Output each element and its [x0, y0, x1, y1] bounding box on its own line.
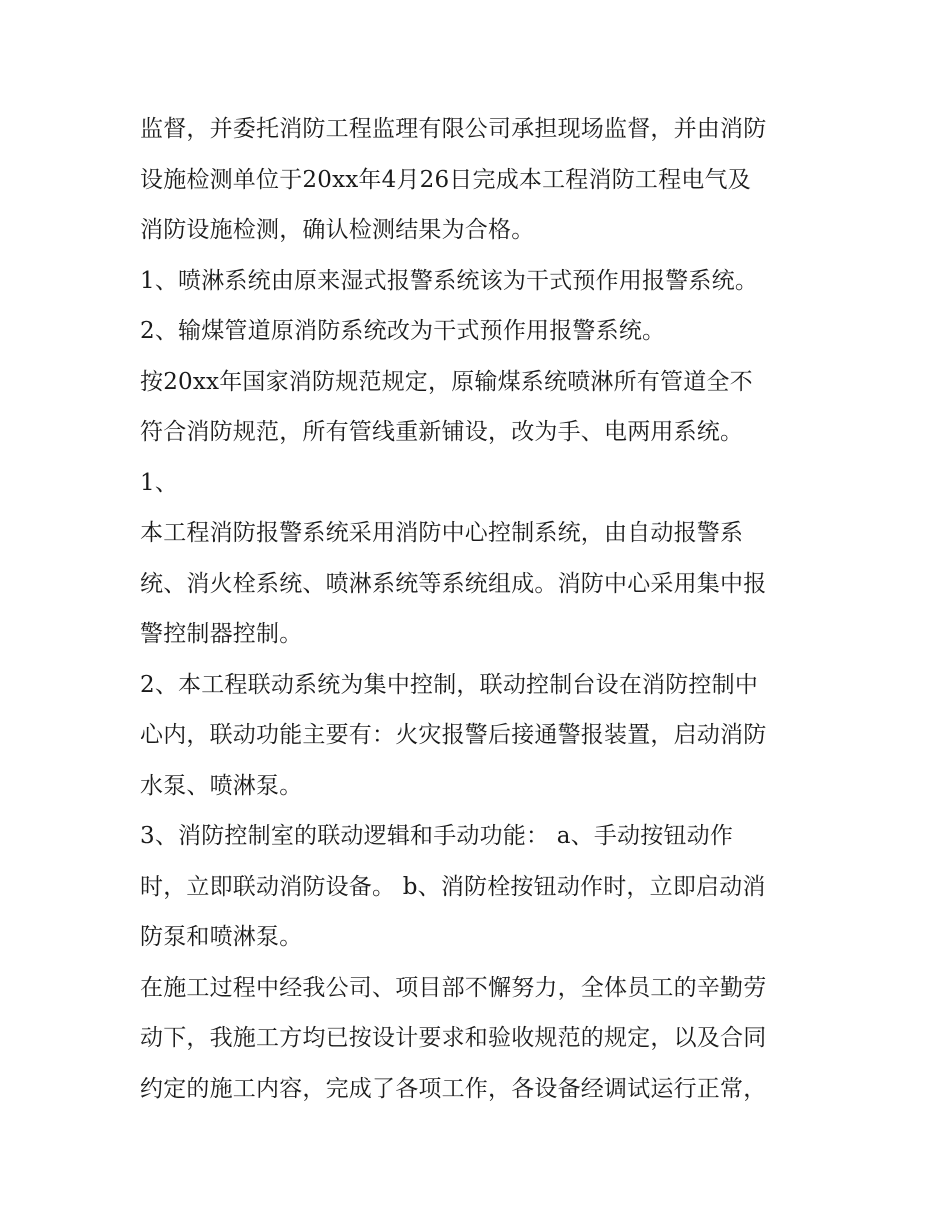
document-body: [140, 104, 820, 1114]
text-line: 本工程消防报警系统采用消防中心控制系统，由自动报警系: [140, 520, 744, 546]
text-line: 约定的施工内容，完成了各项工作，各设备经调试运行正常，: [140, 1075, 767, 1102]
text-line: 水泵、喷淋泵。: [140, 772, 303, 799]
text-line: 3、消防控制室的联动逻辑和手动功能： a、手动按钮动作: [140, 823, 734, 849]
text-line: 时，立即联动消防设备。 b、消防栓按钮动作时，立即启动消: [140, 873, 766, 900]
text-line: 心内，联动功能主要有：火灾报警后接通警报装置，启动消防: [140, 722, 767, 748]
text-line: 1、: [140, 469, 179, 496]
text-line: 符合消防规范，所有管线重新铺设，改为手、电两用系统。: [140, 419, 744, 445]
text-line: 防泵和喷淋泵。: [140, 924, 303, 950]
text-line: 监督，并委托消防工程监理有限公司承担现场监督，并由消防: [140, 116, 767, 142]
text-line: 按20xx年国家消防规范规定，原输煤系统喷淋所有管道全不: [140, 368, 753, 395]
text-line: 在施工过程中经我公司、项目部不懈努力，全体员工的辛勤劳: [140, 974, 767, 1001]
text-line: 警控制器控制。: [140, 621, 303, 647]
text-line: 设施检测单位于20xx年4月26日完成本工程消防工程电气及: [140, 166, 751, 193]
text-line: 2、本工程联动系统为集中控制，联动控制台设在消防控制中: [140, 671, 759, 698]
text-line: 2、输煤管道原消防系统改为干式预作用报警系统。: [140, 318, 666, 344]
text-line: 动下，我施工方均已按设计要求和验收规范的规定，以及合同: [140, 1025, 767, 1051]
text-line: 消防设施检测，确认检测结果为合格。: [140, 217, 535, 243]
text-line: 1、喷淋系统由原来湿式报警系统该为干式预作用报警系统。: [140, 267, 759, 294]
text-line: 统、消火栓系统、喷淋系统等系统组成。消防中心采用集中报: [140, 570, 767, 597]
